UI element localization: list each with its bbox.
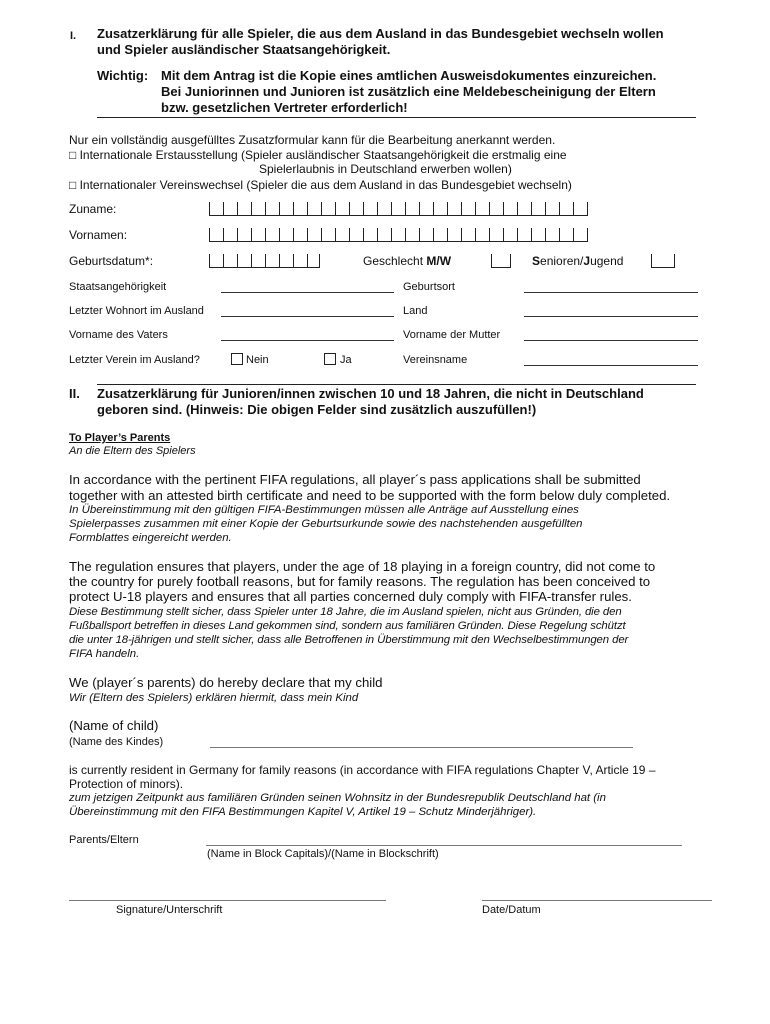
geburtsdatum-label: Geburtsdatum*:	[69, 254, 154, 268]
geburtsort-label: Geburtsort	[403, 281, 455, 293]
vorname-mutter-label: Vorname der Mutter	[403, 329, 501, 341]
wichtig-line3: bzw. gesetzlichen Vertreter erforderlich!	[161, 100, 408, 115]
ja-checkbox[interactable]	[324, 353, 336, 365]
block-capitals-caption: (Name in Block Capitals)/(Name in Blockschrift)	[207, 848, 439, 860]
wichtig-line2: Bei Juniorinnen und Junioren ist zusätzlich eine Meldebescheinigung der Eltern	[161, 84, 656, 99]
p2-en-line3: protect U-18 players and ensures that all parties concerned duly comply with FIFA-transfer rules.	[69, 589, 632, 604]
p1-de-line1: In Übereinstimmung mit den gültigen FIFA-Bestimmungen müssen alle Anträge auf Ausstellung eines	[69, 504, 579, 516]
option-vereinswechsel[interactable]	[69, 178, 572, 193]
wichtig-line1: Mit dem Antrag ist die Kopie eines amtlichen Ausweisdokumentes einzureichen.	[161, 68, 657, 83]
section1-heading-line2: und Spieler ausländischer Staatsangehörigkeit.	[97, 42, 391, 57]
p1-en-line1: In accordance with the pertinent FIFA regulations, all player´s pass applications shall be submitted	[69, 472, 641, 487]
resident-en-line2: Protection of minors).	[69, 777, 184, 791]
vorname-vater-label: Vorname des Vaters	[69, 329, 168, 341]
parents-label: Parents/Eltern	[69, 834, 139, 846]
section2-heading-line1: Zusatzerklärung für Junioren/innen zwischen 10 und 18 Jahren, die nicht in Deutschland	[97, 386, 644, 401]
name-child-field[interactable]	[210, 747, 633, 748]
land-field[interactable]	[524, 316, 698, 317]
signature-field[interactable]	[69, 900, 386, 901]
option-erstausstellung-label: Internationale Erstausstellung (Spieler ausländischer Staatsangehörigkeit die erstmalig eine	[79, 148, 567, 162]
vornamen-label: Vornamen:	[69, 228, 128, 242]
p2-de-line3: die unter 18-jährigen und stellt sicher, dass alle Betroffenen in Überstimmung mit den Wechselbestimmungen der	[69, 634, 629, 646]
geschlecht-field[interactable]	[491, 254, 511, 268]
resident-de-line1: zum jetzigen Zeitpunkt aus familiären Gründen seinen Wohnsitz in der Bundesrepublik Deutschland hat (in	[69, 792, 606, 804]
vorname-mutter-field[interactable]	[524, 340, 698, 341]
to-parents-heading: To Player’s Parents	[69, 432, 171, 444]
p2-de-line1: Diese Bestimmung stellt sicher, dass Spieler unter 18 Jahre, die im Ausland spielen, nicht aus Gründen, die den	[69, 606, 622, 618]
senioren-jugend-field[interactable]	[651, 254, 675, 268]
wichtig-underline	[97, 117, 696, 118]
vereinsname-field[interactable]	[524, 365, 698, 366]
letzter-verein-label: Letzter Verein im Ausland?	[69, 354, 200, 366]
geburtsort-field[interactable]	[524, 292, 698, 293]
wichtig-label: Wichtig:	[97, 68, 149, 83]
to-parents-heading-de: An die Eltern des Spielers	[69, 445, 196, 457]
p2-de-line2: Fußballsport betreffen in dieses Land gekommen sind, sondern aus familiären Gründen. Diese Regelung schützt	[69, 620, 626, 632]
vereinsname-label: Vereinsname	[403, 354, 468, 366]
date-field[interactable]	[482, 900, 712, 901]
wohnort-field[interactable]	[221, 316, 394, 317]
name-child-en: (Name of child)	[69, 718, 159, 733]
zuname-label: Zuname:	[69, 202, 117, 216]
section1-number: I.	[70, 30, 77, 42]
p1-en-line2: together with an attested birth certificate and need to be supported with the form below duly completed.	[69, 488, 671, 503]
resident-en-line1: is currently resident in Germany for family reasons (in accordance with FIFA regulations Chapter V, Article 19 –	[69, 763, 656, 777]
geburtsdatum-field[interactable]	[209, 254, 320, 268]
p1-de-line3: Formblattes eingereicht werden.	[69, 532, 232, 544]
option-vereinswechsel-label: Internationaler Vereinswechsel (Spieler die aus dem Ausland in das Bundesgebiet wechseln)	[79, 178, 572, 192]
senioren-jugend-label: Senioren/Jugend	[532, 254, 624, 268]
checkbox-icon[interactable]: □	[69, 148, 77, 162]
staatsangehoerigkeit-label: Staatsangehörigkeit	[69, 281, 167, 293]
nein-checkbox[interactable]	[231, 353, 243, 365]
name-child-de: (Name des Kindes)	[69, 736, 164, 748]
date-caption: Date/Datum	[482, 904, 541, 916]
staatsangehoerigkeit-field[interactable]	[221, 292, 394, 293]
p2-en-line1: The regulation ensures that players, under the age of 18 playing in a foreign country, did not come to	[69, 559, 656, 574]
option-erstausstellung[interactable]	[69, 148, 567, 163]
zuname-field[interactable]	[209, 202, 588, 216]
declare-en: We (player´s parents) do hereby declare that my child	[69, 675, 383, 690]
p1-de-line2: Spielerpasses zusammen mit einer Kopie der Geburtsurkunde sowie des nachstehenden ausgefüllten	[69, 518, 583, 530]
section1-heading-line1: Zusatzerklärung für alle Spieler, die aus dem Ausland in das Bundesgebiet wechseln wollen	[97, 26, 664, 41]
nein-label: Nein	[246, 354, 269, 366]
resident-de-line2: Übereinstimmung mit den FIFA Bestimmungen Kapitel V, Artikel 19 – Schutz Minderjähriger).	[69, 806, 537, 818]
p2-de-line4: FIFA handeln.	[69, 648, 140, 660]
land-label: Land	[403, 305, 428, 317]
checkbox-icon[interactable]: □	[69, 178, 77, 192]
declare-de: Wir (Eltern des Spielers) erklären hiermit, dass mein Kind	[69, 692, 359, 704]
ja-label: Ja	[340, 354, 352, 366]
section2-number: II.	[69, 386, 80, 401]
section2-heading-line2: geboren sind. (Hinweis: Die obigen Felder sind zusätzlich auszufüllen!)	[97, 402, 537, 417]
parents-name-field[interactable]	[206, 845, 682, 846]
geschlecht-label: Geschlecht M/W	[363, 254, 452, 268]
wohnort-label: Letzter Wohnort im Ausland	[69, 305, 204, 317]
vorname-vater-field[interactable]	[221, 340, 394, 341]
section2-top-rule	[97, 384, 696, 385]
completeness-note: Nur ein vollständig ausgefülltes Zusatzformular kann für die Bearbeitung anerkannt werden.	[69, 133, 556, 147]
signature-caption: Signature/Unterschrift	[116, 904, 223, 916]
option-erstausstellung-label-line2: Spielerlaubnis in Deutschland erwerben wollen)	[259, 162, 512, 176]
vornamen-field[interactable]	[209, 228, 588, 242]
p2-en-line2: the country for purely football reasons, but for family reasons. The regulation has been conceived to	[69, 574, 651, 589]
